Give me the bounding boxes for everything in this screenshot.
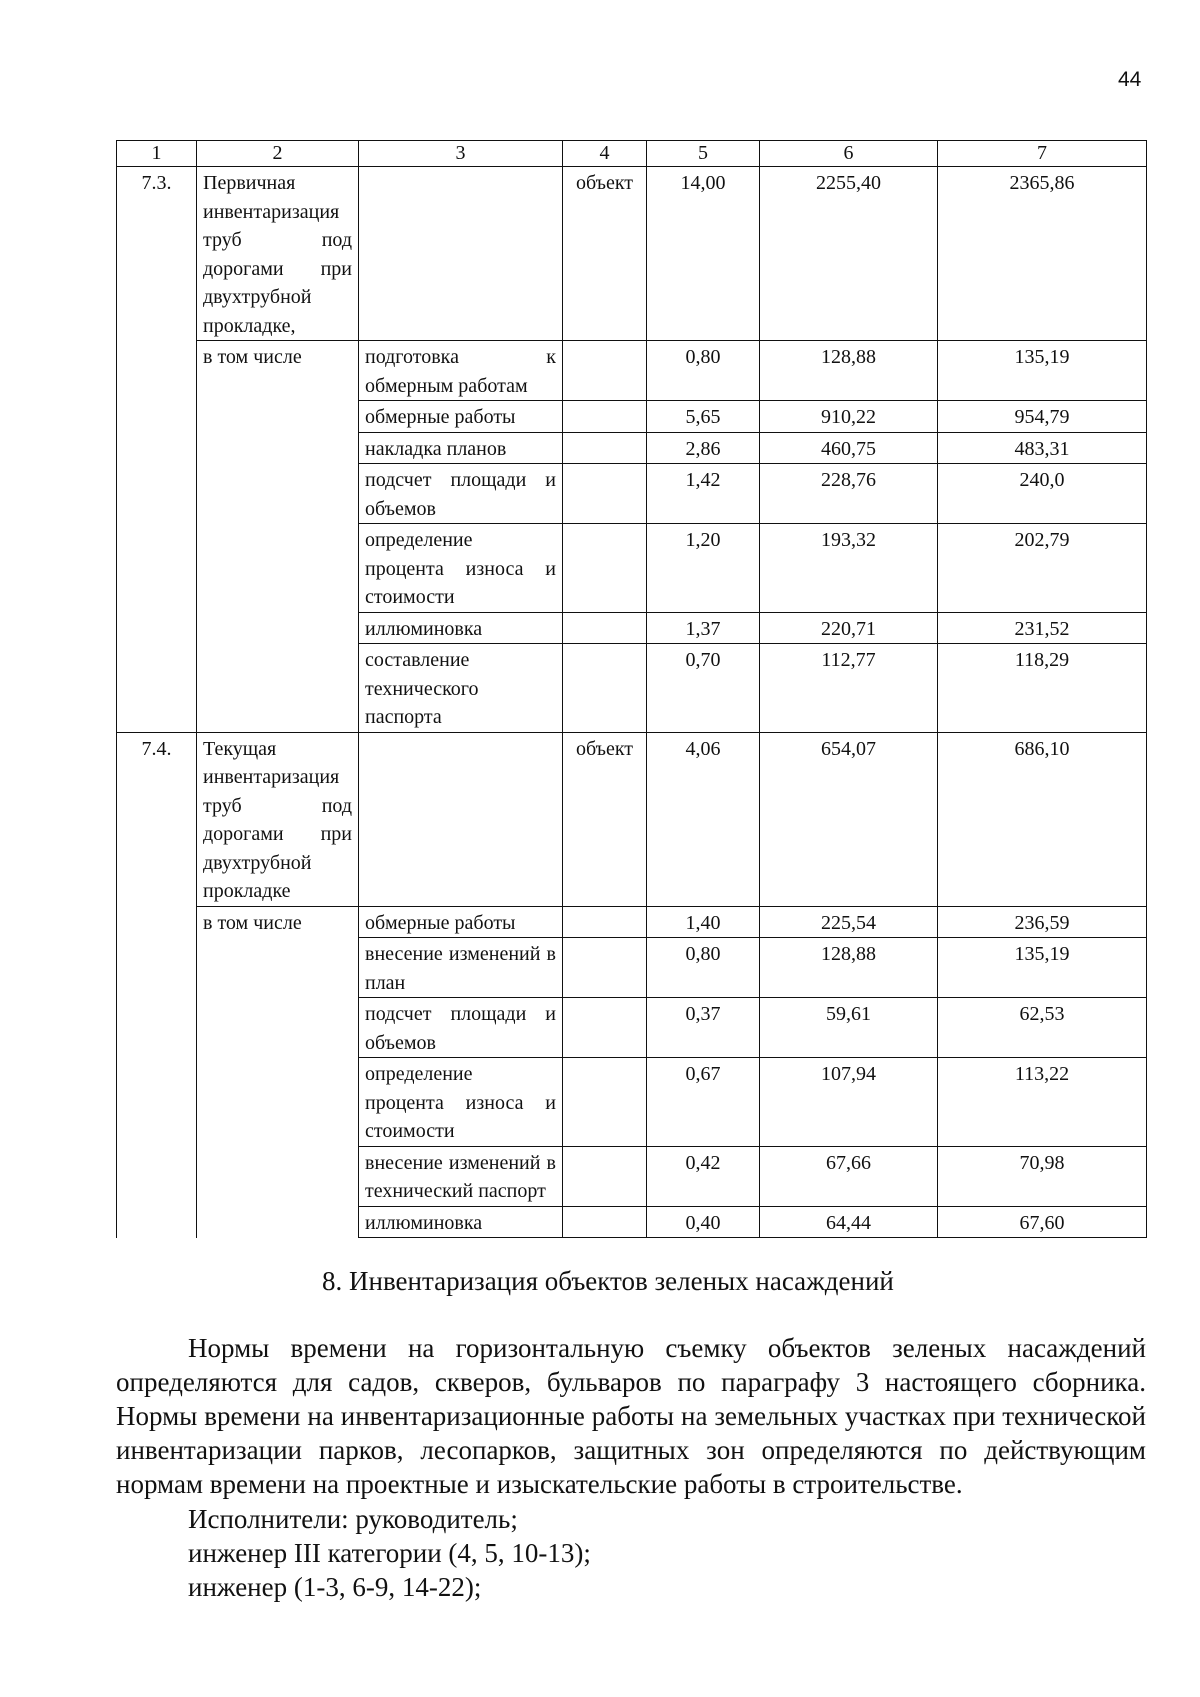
subitem-name: внесение изменений в план: [359, 938, 563, 998]
subitem-name: составление технического паспорта: [359, 644, 563, 733]
header-cell: 5: [647, 141, 760, 167]
value-col7: 113,22: [938, 1058, 1147, 1147]
item-title: Первичная инвентаризация труб под дорогами при двухтрубной прокладке,: [197, 167, 359, 341]
value-col5: 4,06: [647, 732, 760, 906]
value-col7: 202,79: [938, 524, 1147, 613]
value-col5: 0,40: [647, 1206, 760, 1238]
header-cell: 7: [938, 141, 1147, 167]
subitem-name: подсчет площади и объемов: [359, 464, 563, 524]
value-col5: 2,86: [647, 432, 760, 464]
value-col5: 1,37: [647, 612, 760, 644]
value-col6: 107,94: [760, 1058, 938, 1147]
empty-cell: [359, 732, 563, 906]
table-row: [117, 906, 1147, 938]
empty-cell: [563, 938, 647, 998]
subitem-name: иллюминовка: [359, 612, 563, 644]
subitem-name: определение процента износа и стоимости: [359, 1058, 563, 1147]
value-col7: 70,98: [938, 1146, 1147, 1206]
value-col6: 910,22: [760, 401, 938, 433]
header-cell: 6: [760, 141, 938, 167]
value-col6: 228,76: [760, 464, 938, 524]
including-label: в том числе: [197, 341, 359, 733]
performers-line: Исполнители: руководитель;: [188, 1504, 518, 1534]
item-number: 7.4.: [117, 732, 197, 1238]
header-cell: 1: [117, 141, 197, 167]
value-col7: 135,19: [938, 938, 1147, 998]
value-col5: 0,37: [647, 998, 760, 1058]
subitem-name: подсчет площади и объемов: [359, 998, 563, 1058]
value-col6: 59,61: [760, 998, 938, 1058]
table-row: [117, 732, 1147, 906]
value-col6: 128,88: [760, 938, 938, 998]
subitem-name: обмерные работы: [359, 906, 563, 938]
header-cell: 4: [563, 141, 647, 167]
value-col7: 62,53: [938, 998, 1147, 1058]
value-col5: 0,80: [647, 938, 760, 998]
value-col6: 460,75: [760, 432, 938, 464]
value-col7: 67,60: [938, 1206, 1147, 1238]
value-col7: 2365,86: [938, 167, 1147, 341]
performers-line: инженер (1-3, 6-9, 14-22);: [188, 1572, 482, 1602]
item-title: Текущая инвентаризация труб под дорогами при двухтрубной прокладке: [197, 732, 359, 906]
empty-cell: [563, 401, 647, 433]
value-col5: 0,67: [647, 1058, 760, 1147]
empty-cell: [563, 432, 647, 464]
subitem-name: иллюминовка: [359, 1206, 563, 1238]
value-col7: 483,31: [938, 432, 1147, 464]
subitem-name: обмерные работы: [359, 401, 563, 433]
value-col5: 1,40: [647, 906, 760, 938]
empty-cell: [563, 1206, 647, 1238]
value-col5: 0,80: [647, 341, 760, 401]
empty-cell: [359, 167, 563, 341]
value-col7: 231,52: [938, 612, 1147, 644]
unit-cell: объект: [563, 167, 647, 341]
value-col6: 67,66: [760, 1146, 938, 1206]
header-cell: 2: [197, 141, 359, 167]
empty-cell: [563, 906, 647, 938]
subitem-name: определение процента износа и стоимости: [359, 524, 563, 613]
empty-cell: [563, 464, 647, 524]
value-col7: 954,79: [938, 401, 1147, 433]
empty-cell: [563, 1146, 647, 1206]
value-col6: 654,07: [760, 732, 938, 906]
section-paragraph: Нормы времени на горизонтальную съемку объектов зеленых насаждений определяются для садов, скверов, бульваров по параграфу 3 настоящего сборника. Нормы времени на инвентаризационные работы на земельных участках при технической инвентаризации парков, лесопарков, защитных зон определяются по действующим нормам времени на проектные и изыскательские работы в строительстве.: [116, 1333, 1146, 1499]
value-col7: 118,29: [938, 644, 1147, 733]
value-col7: 236,59: [938, 906, 1147, 938]
value-col7: 135,19: [938, 341, 1147, 401]
table-row: [117, 341, 1147, 401]
empty-cell: [563, 612, 647, 644]
value-col6: 128,88: [760, 341, 938, 401]
norms-table: [116, 140, 1147, 1238]
value-col7: 240,0: [938, 464, 1147, 524]
value-col6: 193,32: [760, 524, 938, 613]
empty-cell: [563, 998, 647, 1058]
value-col5: 1,20: [647, 524, 760, 613]
value-col6: 64,44: [760, 1206, 938, 1238]
performers-line: инженер III категории (4, 5, 10-13);: [188, 1538, 591, 1568]
section-title: 8. Инвентаризация объектов зеленых насаждений: [322, 1266, 894, 1296]
empty-cell: [563, 644, 647, 733]
subitem-name: накладка планов: [359, 432, 563, 464]
value-col7: 686,10: [938, 732, 1147, 906]
header-cell: 3: [359, 141, 563, 167]
empty-cell: [563, 1058, 647, 1147]
value-col5: 14,00: [647, 167, 760, 341]
unit-cell: объект: [563, 732, 647, 906]
value-col6: 112,77: [760, 644, 938, 733]
value-col6: 220,71: [760, 612, 938, 644]
value-col5: 5,65: [647, 401, 760, 433]
value-col6: 2255,40: [760, 167, 938, 341]
table-header-row: [117, 141, 1147, 167]
subitem-name: внесение изменений в технический паспорт: [359, 1146, 563, 1206]
value-col5: 1,42: [647, 464, 760, 524]
section-body: [116, 1331, 1146, 1501]
empty-cell: [563, 524, 647, 613]
page-number: 44: [1118, 68, 1142, 91]
subitem-name: подготовка к обмерным работам: [359, 341, 563, 401]
item-number: 7.3.: [117, 167, 197, 733]
empty-cell: [563, 341, 647, 401]
table-row: [117, 167, 1147, 341]
value-col6: 225,54: [760, 906, 938, 938]
value-col5: 0,70: [647, 644, 760, 733]
value-col5: 0,42: [647, 1146, 760, 1206]
including-label: в том числе: [197, 906, 359, 1238]
